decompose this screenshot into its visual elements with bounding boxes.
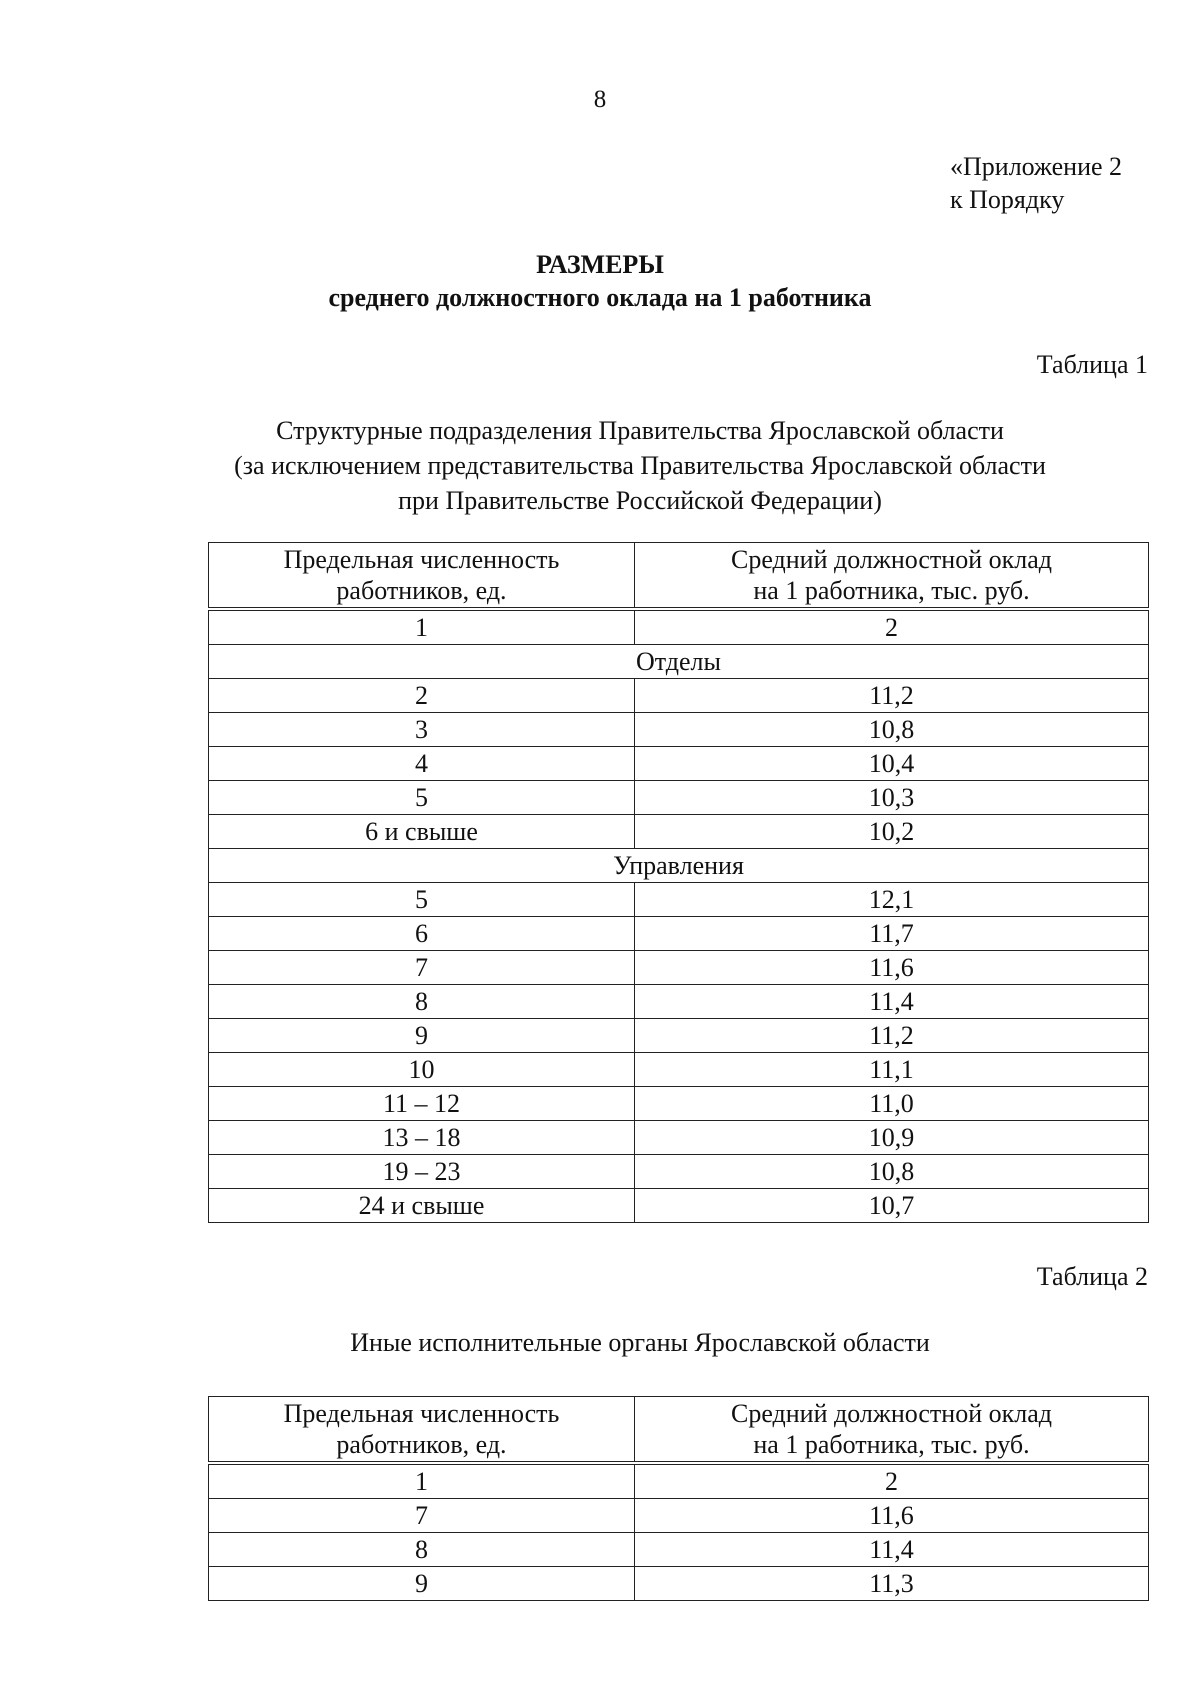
table1-body bbox=[209, 609, 1149, 1223]
table-row bbox=[209, 1533, 1149, 1567]
staff-count-cell: 24 и свыше bbox=[209, 1189, 635, 1223]
average-salary-cell: 11,7 bbox=[635, 917, 1149, 951]
table-row bbox=[209, 679, 1149, 713]
table2-label: Таблица 2 bbox=[1036, 1262, 1148, 1291]
staff-count-cell: 5 bbox=[209, 883, 635, 917]
average-salary-cell: 12,1 bbox=[635, 883, 1149, 917]
staff-count-cell: 7 bbox=[209, 951, 635, 985]
header-text: на 1 работника, тыс. руб. bbox=[753, 576, 1030, 605]
table1-group-row bbox=[209, 849, 1149, 883]
staff-count-cell: 4 bbox=[209, 747, 635, 781]
header-text: Предельная численность bbox=[283, 545, 560, 574]
table-row bbox=[209, 985, 1149, 1019]
staff-count-cell: 6 и свыше bbox=[209, 815, 635, 849]
average-salary-cell: 10,8 bbox=[635, 1155, 1149, 1189]
table-row bbox=[209, 781, 1149, 815]
group-heading: Управления bbox=[209, 849, 1149, 883]
document-subtitle: среднего должностного оклада на 1 работника bbox=[328, 283, 872, 312]
page-number: 8 bbox=[593, 86, 607, 113]
table1-header-count bbox=[209, 543, 635, 610]
appendix-line-1: «Приложение 2 bbox=[950, 152, 1123, 181]
average-salary-cell: 10,7 bbox=[635, 1189, 1149, 1223]
table-row bbox=[209, 1053, 1149, 1087]
average-salary-cell: 10,2 bbox=[635, 815, 1149, 849]
table2-header-salary bbox=[635, 1397, 1149, 1464]
table1 bbox=[208, 542, 1149, 1223]
header-text: Средний должностной оклад bbox=[730, 545, 1052, 574]
table-row bbox=[209, 713, 1149, 747]
table1-numbering-row bbox=[209, 609, 1149, 645]
staff-count-cell: 10 bbox=[209, 1053, 635, 1087]
header-text: на 1 работника, тыс. руб. bbox=[753, 1430, 1030, 1459]
table1-header-salary bbox=[635, 543, 1149, 610]
table-row bbox=[209, 1019, 1149, 1053]
average-salary-cell: 11,6 bbox=[635, 951, 1149, 985]
staff-count-cell: 3 bbox=[209, 713, 635, 747]
staff-count-cell: 8 bbox=[209, 1533, 635, 1567]
table2-header-count bbox=[209, 1397, 635, 1464]
table2-numbering-row bbox=[209, 1463, 1149, 1499]
staff-count-cell: 9 bbox=[209, 1019, 635, 1053]
table1-caption-line: (за исключением представительства Правительства Ярославской области bbox=[234, 451, 1046, 480]
table2-header-row bbox=[209, 1397, 1149, 1464]
average-salary-cell: 11,0 bbox=[635, 1087, 1149, 1121]
table-row bbox=[209, 1087, 1149, 1121]
table-row bbox=[209, 917, 1149, 951]
staff-count-cell: 6 bbox=[209, 917, 635, 951]
table1-caption-line: Структурные подразделения Правительства Ярославской области bbox=[276, 416, 1004, 445]
table1-group-row bbox=[209, 645, 1149, 679]
average-salary-cell: 11,6 bbox=[635, 1499, 1149, 1533]
header-text: Предельная численность bbox=[283, 1399, 560, 1428]
table-row bbox=[209, 1189, 1149, 1223]
document-title: РАЗМЕРЫ bbox=[536, 250, 664, 279]
staff-count-cell: 5 bbox=[209, 781, 635, 815]
staff-count-cell: 7 bbox=[209, 1499, 635, 1533]
average-salary-cell: 10,4 bbox=[635, 747, 1149, 781]
table-row bbox=[209, 1121, 1149, 1155]
average-salary-cell: 11,3 bbox=[635, 1567, 1149, 1601]
table-row bbox=[209, 1567, 1149, 1601]
table-row bbox=[209, 1155, 1149, 1189]
table2-body bbox=[209, 1463, 1149, 1601]
table-row bbox=[209, 747, 1149, 781]
staff-count-cell: 2 bbox=[209, 679, 635, 713]
table-row bbox=[209, 883, 1149, 917]
appendix-line-2: к Порядку bbox=[950, 185, 1065, 214]
staff-count-cell: 19 – 23 bbox=[209, 1155, 635, 1189]
header-text: работников, ед. bbox=[336, 576, 507, 605]
column-number: 2 bbox=[635, 1463, 1149, 1499]
column-number: 2 bbox=[635, 609, 1149, 645]
table1-caption bbox=[140, 413, 1140, 518]
staff-count-cell: 8 bbox=[209, 985, 635, 1019]
table-row bbox=[209, 815, 1149, 849]
header-text: работников, ед. bbox=[336, 1430, 507, 1459]
table1-caption-line: при Правительстве Российской Федерации) bbox=[398, 486, 882, 515]
staff-count-cell: 9 bbox=[209, 1567, 635, 1601]
average-salary-cell: 11,2 bbox=[635, 1019, 1149, 1053]
average-salary-cell: 11,4 bbox=[635, 985, 1149, 1019]
table2-caption-line: Иные исполнительные органы Ярославской области bbox=[350, 1328, 930, 1357]
average-salary-cell: 11,1 bbox=[635, 1053, 1149, 1087]
column-number: 1 bbox=[209, 609, 635, 645]
average-salary-cell: 11,2 bbox=[635, 679, 1149, 713]
table2 bbox=[208, 1396, 1149, 1601]
average-salary-cell: 10,9 bbox=[635, 1121, 1149, 1155]
table1-header-row bbox=[209, 543, 1149, 610]
header-text: Средний должностной оклад bbox=[730, 1399, 1052, 1428]
column-number: 1 bbox=[209, 1463, 635, 1499]
average-salary-cell: 11,4 bbox=[635, 1533, 1149, 1567]
average-salary-cell: 10,3 bbox=[635, 781, 1149, 815]
staff-count-cell: 13 – 18 bbox=[209, 1121, 635, 1155]
table2-caption bbox=[140, 1325, 1140, 1360]
appendix-reference bbox=[950, 150, 1122, 216]
staff-count-cell: 11 – 12 bbox=[209, 1087, 635, 1121]
table-row bbox=[209, 1499, 1149, 1533]
table1-label: Таблица 1 bbox=[1036, 350, 1148, 379]
table-row bbox=[209, 951, 1149, 985]
average-salary-cell: 10,8 bbox=[635, 713, 1149, 747]
group-heading: Отделы bbox=[209, 645, 1149, 679]
